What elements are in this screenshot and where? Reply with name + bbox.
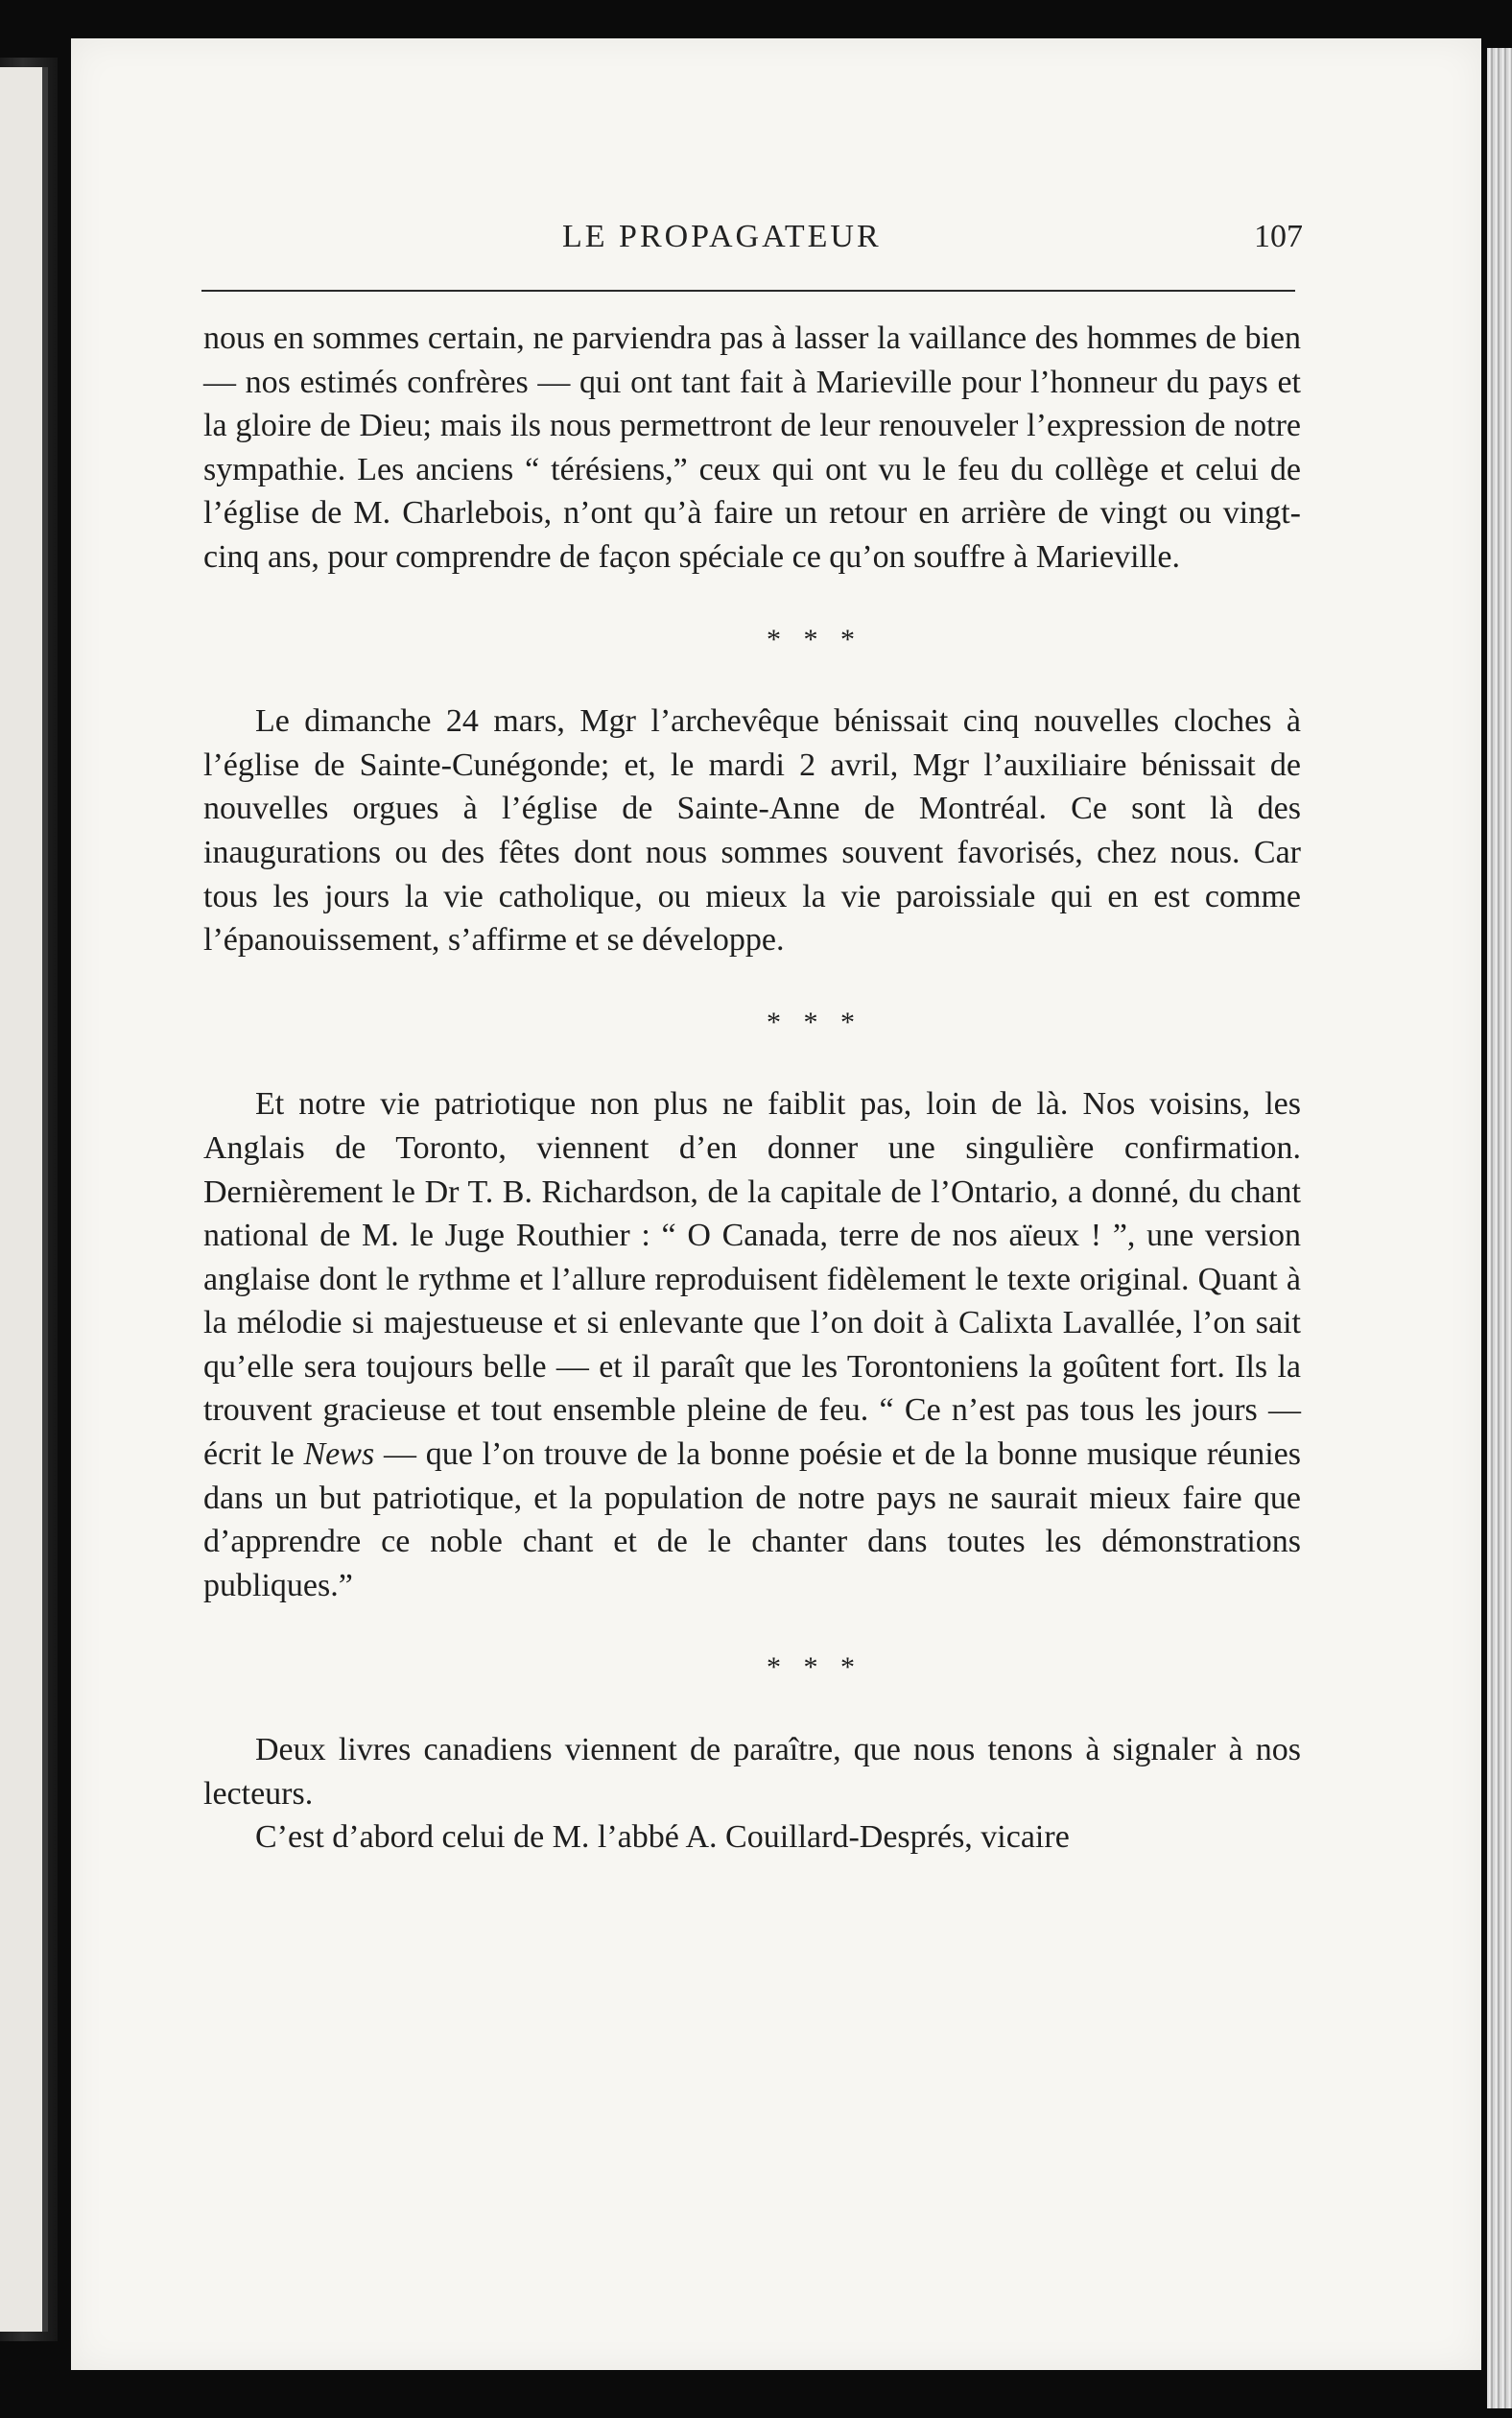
section-separator: * * * (767, 1651, 862, 1684)
paragraph-continued: nous en sommes certain, ne parviendra pas à lasser la vaillance des hommes de bien — nos estimés confrères — qui ont tant fait à Marieville pour l’honneur du pays et la gloire de Dieu; mais ils nous permettront de leur renouveler l’expression de notre sympathie. Les anciens “ térésiens,” ceux qui ont vu le feu du collège et celui de l’église de M. Charlebois, n’ont qu’à faire un retour en arrière de vingt ou vingt-cinq ans, pour comprendre de façon spéciale ce qu’on souffre à Marieville. (203, 320, 1301, 575)
running-title: LE PROPAGATEUR (562, 219, 882, 254)
body-text (203, 317, 1301, 1860)
page-number: 107 (1254, 219, 1303, 254)
paragraph-text: — que l’on trouve de la bonne poésie et de la bonne musique réunies dans un but patriotique, et la population de notre pays ne saurait mieux faire que d’apprendre ce noble chant et de le chanter dans toutes les démonstrations publiques.” (203, 1436, 1302, 1603)
page-stack-edge (1487, 48, 1512, 2408)
header-rule (201, 290, 1295, 292)
paragraph-first-book: C’est d’abord celui de M. l’abbé A. Couillard-Després, vicaire (255, 1819, 1070, 1856)
section-separator: * * * (767, 623, 862, 655)
left-page-edge (0, 67, 48, 2332)
newspaper-title: News (303, 1436, 375, 1473)
paragraph-text: Et notre vie patriotique non plus ne faiblit pas, loin de là. Nos voisins, les Anglais de Toronto, viennent d’en donner une singulière confirmation. Dernièrement le Dr T. B. Richardson, de la capitale de l’Ontario, a donné, du chant national de M. le Juge Routhier : “ O Canada, terre de nos aïeux ! ”, une version anglaise dont le rythme et l’allure reproduisent fidèlement le texte original. Quant à la mélodie si majestueuse et si enlevante que l’on doit à Calixta Lavallée, l’on sait qu’elle sera toujours belle — et il paraît que les Torontoniens la goûtent fort. Ils la trouvent gracieuse et tout ensemble pleine de feu. “ Ce n’est pas tous les jours — écrit le (203, 1086, 1301, 1473)
section-separator: * * * (767, 1006, 862, 1038)
paragraph-o-canada (203, 1082, 1301, 1607)
paragraph-new-books: Deux livres canadiens viennent de paraître, que nous tenons à signaler à nos lecteurs. (203, 1732, 1301, 1812)
paragraph-bells-organs: Le dimanche 24 mars, Mgr l’archevêque bénissait cinq nouvelles cloches à l’église de Sainte-Cunégonde; et, le mardi 2 avril, Mgr l’auxiliaire bénissait de nouvelles orgues à l’église de Sainte-Anne de Montréal. Ce sont là des inaugurations ou des fêtes dont nous sommes souvent favorisés, chez nous. Car tous les jours la vie catholique, ou mieux la vie paroissiale qui en est comme l’épanouissement, s’affirme et se développe. (203, 703, 1301, 959)
